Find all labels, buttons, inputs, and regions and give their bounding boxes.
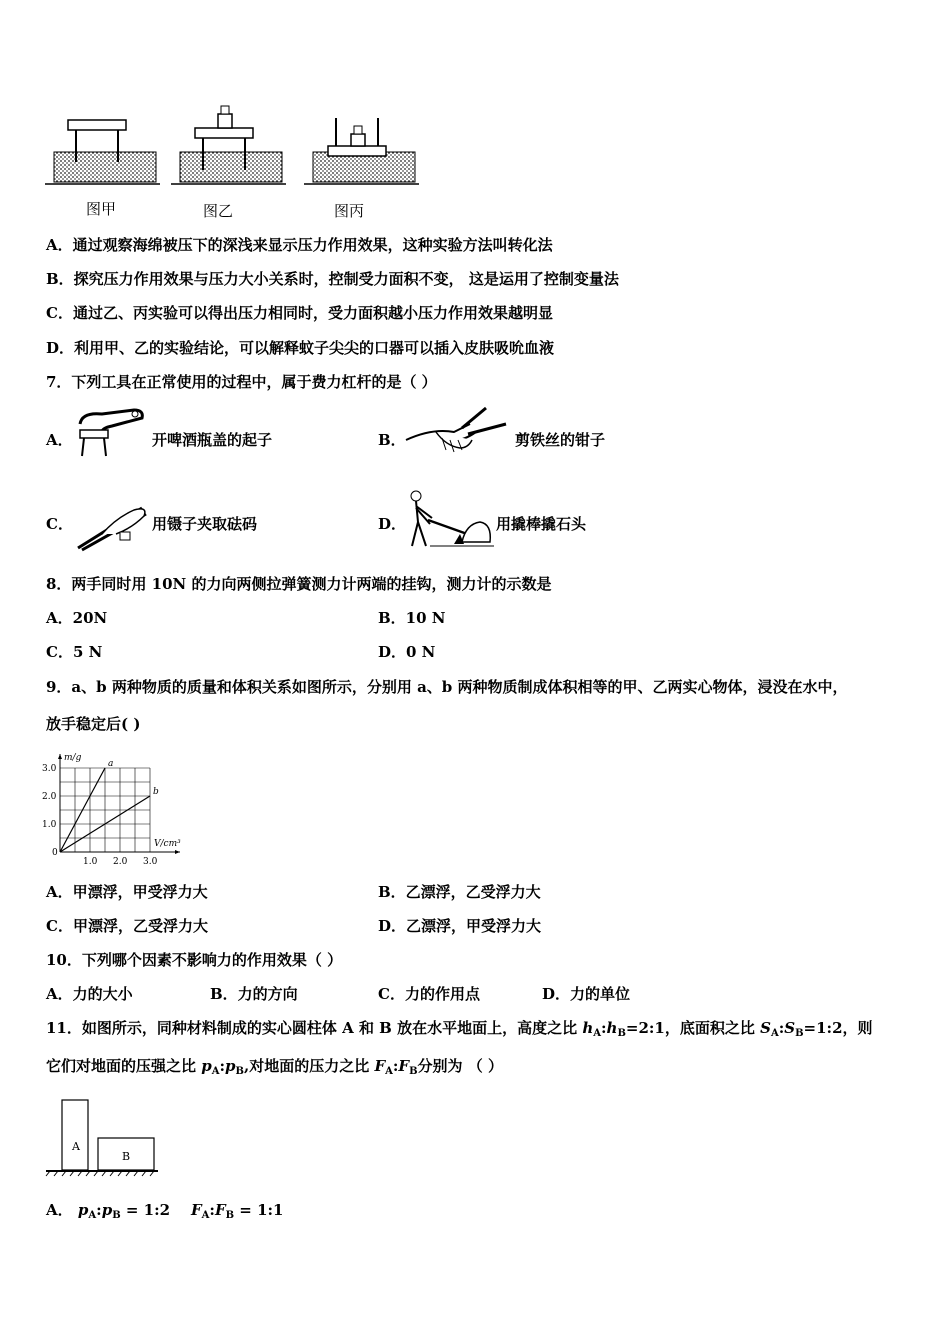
q10-option-a: A．力的大小 <box>46 985 133 1003</box>
q10-option-d: D．力的单位 <box>542 985 631 1003</box>
q6-option-c: C．通过乙、丙实验可以得出压力相同时，受力面积越小压力作用效果越明显 <box>46 304 553 322</box>
y-tick-label: 2.0 <box>42 792 57 802</box>
x-tick-label: 2.0 <box>113 857 128 867</box>
q7-option-d-letter: D． <box>378 515 407 533</box>
series-label-a: a <box>108 759 114 769</box>
x-axis-arrow <box>175 850 180 854</box>
q7-option-d-text: 用撬棒撬石头 <box>496 515 587 533</box>
y-axis-arrow <box>58 754 62 759</box>
q9-option-a: A．甲漂浮，甲受浮力大 <box>46 883 208 901</box>
q9-option-d: D．乙漂浮，甲受浮力大 <box>378 917 542 935</box>
q9-option-b: B．乙漂浮，乙受浮力大 <box>378 883 541 901</box>
q11-option-a: A． $p_A:p_B$ = 1:2 $F_A:F_B$ = 1:1 <box>46 1201 284 1221</box>
bottle-opener-icon <box>72 404 148 460</box>
figure-yi <box>171 106 286 184</box>
q6-option-d: D．利用甲、乙的实验结论，可以解释蚊子尖尖的口器可以插入皮肤吸吮血液 <box>46 339 555 357</box>
cylinders-figure <box>42 1094 162 1178</box>
y-tick-label: 1.0 <box>42 820 57 830</box>
q9-stem-line2: 放手稳定后( ) <box>46 715 141 733</box>
y-axis-label: m/g <box>64 753 82 763</box>
q7-option-a-text: 开啤酒瓶盖的起子 <box>152 431 273 449</box>
q8-option-d: D．0 N <box>378 643 436 661</box>
q8-option-a: A．20N <box>46 609 108 627</box>
cylinder-a-label: A <box>72 1140 80 1153</box>
q7-option-a-letter: A． <box>46 431 73 449</box>
q7-option-c-letter: C． <box>46 515 73 533</box>
x-tick-label: 3.0 <box>143 857 158 867</box>
q8-option-c: C．5 N <box>46 643 103 661</box>
q8-option-b: B．10 N <box>378 609 446 627</box>
caption-jia: 图甲 <box>86 200 117 218</box>
figure-bing <box>304 118 419 184</box>
mass-volume-chart <box>40 744 200 868</box>
q6-option-b: B．探究压力作用效果与压力大小关系时，控制受力面积不变， 这是运用了控制变量法 <box>46 270 619 288</box>
y-tick-label: 0 <box>52 848 58 858</box>
q10-option-c: C．力的作用点 <box>378 985 480 1003</box>
q11-stem-line1: 11．如图所示，同种材料制成的实心圆柱体 A 和 B 放在水平地面上，高度之比 $h_A:h_B=2:1$，底面积之比 $S_A:S_B=1:2$，则 <box>46 1019 873 1039</box>
x-axis-label: V/cm³ <box>154 839 181 849</box>
q11-stem-line2: 它们对地面的压强之比 $p_A:p_B$,对地面的压力之比 $F_A:F_B$分别为 （ ） <box>46 1057 503 1077</box>
caption-yi: 图乙 <box>203 202 234 220</box>
q9-stem-line1: 9．a、b 两种物质的质量和体积关系如图所示，分别用 a、b 两种物质制成体积相等的甲、乙两实心物体，浸没在水中， <box>46 678 848 696</box>
crowbar-icon <box>400 488 496 552</box>
q7-option-c-text: 用镊子夹取砝码 <box>152 515 258 533</box>
q6-option-a: A．通过观察海绵被压下的深浅来显示压力作用效果，这种实验方法叫转化法 <box>46 236 553 254</box>
q10-option-b: B．力的方向 <box>210 985 298 1003</box>
q9-option-c: C．甲漂浮，乙受浮力大 <box>46 917 208 935</box>
y-tick-label: 3.0 <box>42 764 57 774</box>
x-tick-label: 1.0 <box>83 857 98 867</box>
pressure-experiment-figure <box>40 100 420 192</box>
q7-stem: 7．下列工具在正常使用的过程中，属于费力杠杆的是（ ） <box>46 373 437 391</box>
q7-option-b-text: 剪铁丝的钳子 <box>515 431 606 449</box>
tweezers-icon <box>72 500 152 554</box>
figure-jia <box>45 120 160 184</box>
q8-stem: 8．两手同时用 10N 的力向两侧拉弹簧测力计两端的挂钩，测力计的示数是 <box>46 575 552 593</box>
q7-option-b-letter: B． <box>378 431 406 449</box>
series-label-b: b <box>153 787 159 797</box>
caption-bing: 图丙 <box>334 202 365 220</box>
cylinder-b-label: B <box>122 1150 131 1163</box>
pliers-icon <box>402 402 512 462</box>
q10-stem: 10．下列哪个因素不影响力的作用效果（ ） <box>46 951 343 969</box>
